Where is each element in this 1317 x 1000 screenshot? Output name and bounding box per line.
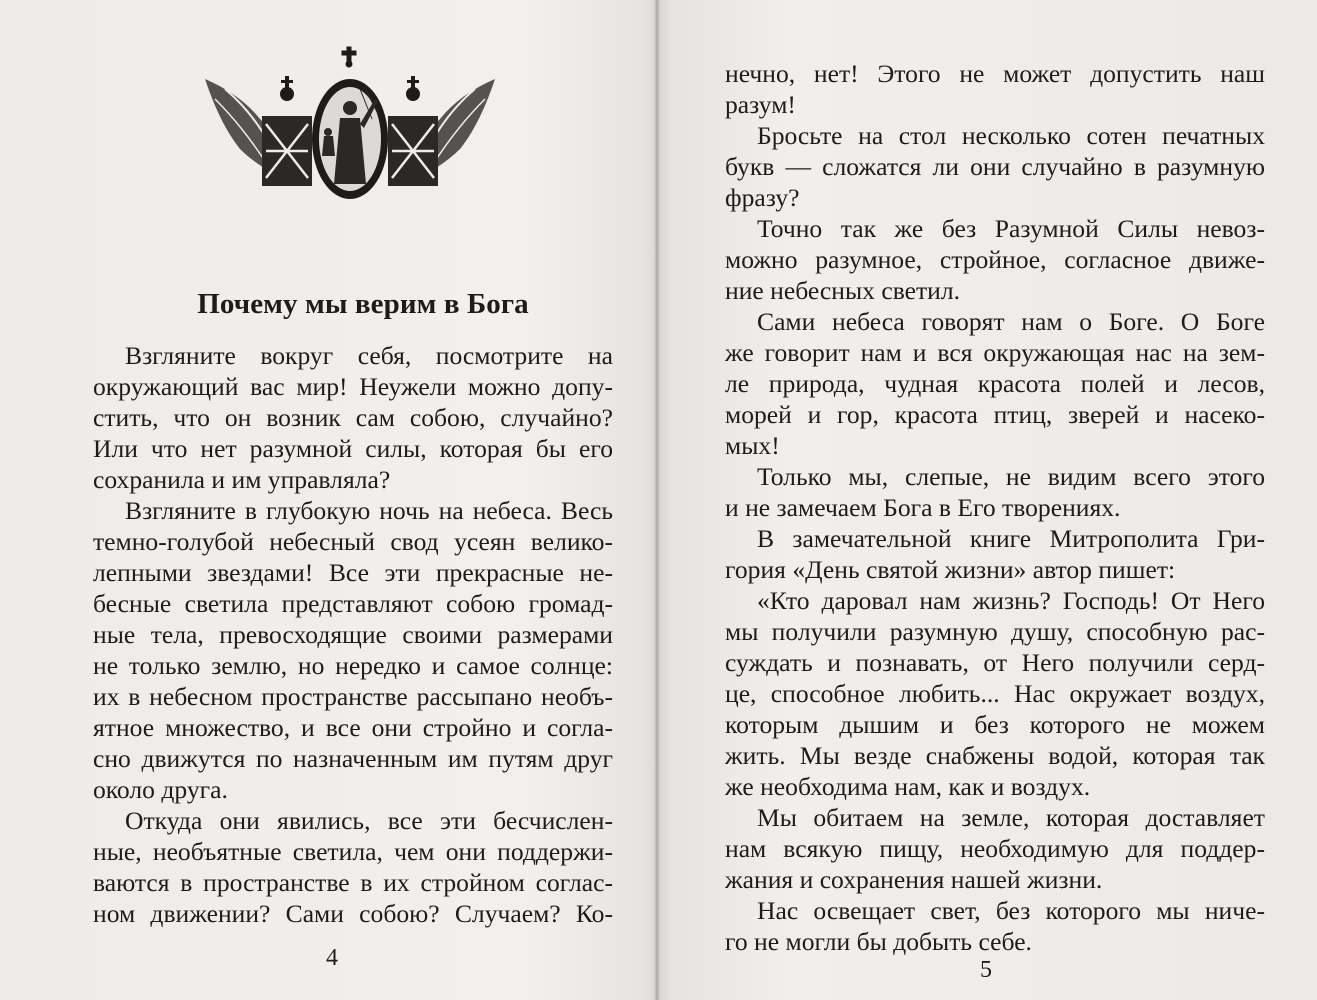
text-line: мы получили разумную душу, способную рас- (725, 617, 1265, 646)
text-line: ле природа, чудная красота полей и лесов, (725, 369, 1265, 398)
text-line: темно-голубой небесный свод усеян велико- (93, 527, 613, 556)
page-number: 5 (980, 957, 992, 983)
text-line: же необходима нам, как и воздух. (725, 772, 1091, 801)
text-line: Или что нет разумной силы, которая бы его (93, 434, 613, 463)
left-page (0, 0, 654, 1000)
text-line: бесные светила представляют собою громад- (93, 589, 613, 618)
text-line: морей и гор, красота птиц, зверей и насеко- (725, 400, 1265, 429)
text-line: «Кто даровал нам жизнь? Господь! От Него (757, 586, 1265, 615)
text-line: которым дышим и без которого не можем (725, 710, 1265, 739)
text-line: Взгляните в глубокую ночь на небеса. Весь (125, 496, 613, 525)
text-line: В замечательной книге Митрополита Гри- (757, 524, 1265, 553)
text-line: гория «День святой жизни» автор пишет: (725, 555, 1176, 584)
text-line: жить. Мы везде снабжены водой, которая так (725, 741, 1265, 770)
right-page (660, 0, 1317, 1000)
text-line: окружающий вас мир! Неужели можно допу- (93, 372, 613, 401)
text-line: Мы обитаем на земле, которая доставляет (757, 803, 1265, 832)
text-line: сохранила и им управляла? (93, 465, 391, 494)
page-number: 4 (326, 945, 338, 971)
text-line: ние небесных светил. (725, 276, 961, 305)
text-line: нам всякую пищу, необходимую для поддер- (725, 834, 1265, 863)
text-line: Взгляните вокруг себя, посмотрите на (125, 341, 613, 370)
text-line: и не замечаем Бога в Его творениях. (725, 493, 1121, 522)
text-line: сно движутся по назначенным им путям друг (93, 744, 613, 773)
text-line: ном движении? Сами собою? Случаем? Ко- (93, 899, 613, 928)
text-line: це, способное любить... Нас окружает воздух, (725, 679, 1265, 708)
right-page-body (725, 58, 1265, 957)
text-line: не только землю, но нередко и самое солнце: (93, 651, 613, 680)
text-line: ные тела, превосходящие своими размерами (93, 620, 613, 649)
text-line: суждать и познавать, от Него получили серд- (725, 648, 1265, 677)
text-line: ятное множество, и все они стройно и согла- (93, 713, 613, 742)
text-line: их в небесном пространстве рассыпано необъ- (93, 682, 613, 711)
text-line: го не могли бы добыть себе. (725, 927, 1032, 956)
text-line: Точно так же без Разумной Силы невоз- (757, 214, 1265, 243)
text-line: Сами небеса говорят нам о Боге. О Боге (757, 307, 1265, 336)
text-line: Нас освещает свет, без которого мы ниче- (757, 896, 1265, 925)
left-page-body (93, 340, 613, 929)
text-line: Откуда они явились, все эти бесчислен- (125, 806, 613, 835)
text-line: ные, необъятные светила, чем они поддержи- (93, 837, 613, 866)
text-line: же говорит нам и вся окружающая нас на зем- (725, 338, 1265, 367)
chapter-title: Почему мы верим в Бога (197, 288, 529, 320)
text-line: ваются в пространстве в их стройном соглас- (93, 868, 613, 897)
text-line: Только мы, слепые, не видим всего этого (757, 462, 1265, 491)
text-line: букв — сложатся ли они случайно в разумную (725, 152, 1265, 181)
text-line: можно разумное, стройное, согласное движе- (725, 245, 1265, 274)
text-line: разум! (725, 90, 796, 119)
text-line: стить, что он возник сам собою, случайно? (93, 403, 613, 432)
text-line: около друга. (93, 775, 228, 804)
text-line: фразу? (725, 183, 800, 212)
text-line: лепными звездами! Все эти прекрасные не- (93, 558, 613, 587)
text-line: мых! (725, 431, 780, 460)
text-line: Бросьте на стол несколько сотен печатных (757, 121, 1265, 150)
headpiece-ornament (200, 44, 500, 204)
text-line: жания и сохранения нашей жизни. (725, 865, 1103, 894)
text-line: нечно, нет! Этого не может допустить наш (725, 59, 1265, 88)
